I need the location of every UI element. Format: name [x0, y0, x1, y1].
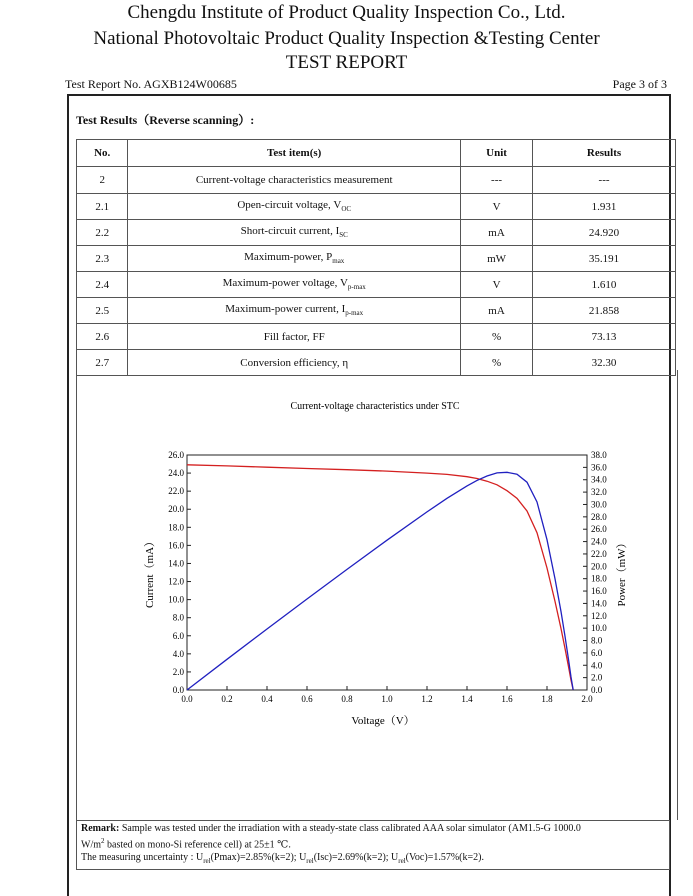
cell-result-text: 24.920: [588, 226, 620, 239]
x-tick-label: 1.2: [421, 694, 433, 704]
remark-box: [76, 820, 670, 870]
remark-line-1: [81, 822, 669, 835]
cell-no-text: 2.5: [95, 304, 110, 317]
y2-axis-label: Power（mW）: [616, 537, 628, 607]
cell-item-text: Open-circuit voltage, V: [237, 199, 342, 212]
y-tick-label: 20.0: [168, 504, 184, 515]
cell-result-text: 1.931: [591, 200, 617, 213]
x-tick-label: 1.8: [541, 694, 553, 704]
x-tick-label: 1.4: [461, 694, 473, 704]
y-tick-label: 12.0: [168, 576, 184, 587]
x-tick-label: 0.6: [301, 694, 313, 704]
unc-prefix: The measuring uncertainty : U: [81, 852, 204, 864]
cell-no: [77, 167, 128, 194]
chart-area: [76, 370, 678, 820]
col-header-no: No.: [77, 140, 128, 167]
unc-isc: (Isc)=2.69%(k=2); U: [313, 852, 399, 864]
cell-result-text: 73.13: [591, 330, 617, 343]
cell-result: [533, 298, 676, 324]
table-row: [77, 246, 676, 272]
x-tick-label: 1.0: [381, 694, 393, 704]
table-header-row: [77, 140, 676, 167]
y2-tick-label: 2.0: [591, 672, 603, 683]
cell-item: [128, 272, 461, 298]
y-tick-label: 18.0: [168, 522, 184, 533]
cell-result: [533, 194, 676, 220]
cell-unit: [461, 272, 533, 298]
y2-tick-label: 6.0: [591, 647, 603, 658]
y-tick-label: 8.0: [172, 612, 184, 623]
y-tick-label: 4.0: [172, 648, 184, 659]
y2-tick-label: 34.0: [591, 474, 607, 485]
y-tick-label: 14.0: [168, 558, 184, 569]
cell-unit-text: %: [491, 356, 502, 369]
cell-unit: [461, 246, 533, 272]
cell-result-text: 35.191: [588, 252, 620, 265]
cell-unit-text: V: [492, 200, 501, 213]
x-tick-label: 0.2: [221, 694, 233, 704]
cell-item-text: Maximum-power voltage, V: [222, 277, 348, 290]
y2-tick-label: 32.0: [591, 487, 607, 498]
cell-item: [128, 246, 461, 272]
y2-tick-label: 22.0: [591, 548, 607, 559]
y2-tick-label: 14.0: [591, 598, 607, 609]
cell-item: [128, 298, 461, 324]
cell-item-text: Current-voltage characteristics measurement: [195, 174, 393, 186]
table-row: [77, 272, 676, 298]
cell-no-text: 2: [99, 174, 105, 186]
x-tick-label: 0.8: [341, 694, 353, 704]
cell-result: [533, 220, 676, 246]
cell-item-text: Conversion efficiency, η: [240, 356, 349, 369]
item-subscript: OC: [341, 205, 352, 214]
y-tick-label: 10.0: [168, 594, 184, 605]
cell-unit: [461, 167, 533, 194]
y-tick-label: 0.0: [172, 685, 184, 695]
cell-result: [533, 272, 676, 298]
current-curve: [187, 465, 573, 690]
cell-unit-text: mA: [488, 226, 505, 239]
cell-item: [128, 194, 461, 220]
y-tick-label: 2.0: [172, 666, 184, 677]
report-number: Test Report No. AGXB124W00685: [65, 77, 237, 91]
table-row: [77, 324, 676, 350]
y2-tick-label: 28.0: [591, 511, 607, 522]
y-tick-label: 16.0: [168, 540, 184, 551]
unc-voc: (Voc)=1.57%(k=2).: [405, 852, 484, 864]
y-tick-label: 24.0: [168, 468, 184, 479]
x-axis-label: Voltage（V）: [351, 715, 415, 727]
cell-unit-text: mW: [487, 252, 507, 265]
table-row: [77, 220, 676, 246]
cell-unit-text: %: [491, 330, 502, 343]
cell-no-text: 2.2: [95, 226, 110, 239]
cell-no-text: 2.1: [95, 200, 110, 213]
y-tick-label: 6.0: [172, 630, 184, 641]
table-row: [77, 298, 676, 324]
y2-tick-label: 18.0: [591, 573, 607, 584]
cell-item-text: Maximum-power current, I: [225, 303, 346, 316]
cell-item: [128, 220, 461, 246]
cell-no-text: 2.7: [95, 356, 110, 369]
cell-no-text: 2.4: [95, 278, 110, 291]
report-title: TEST REPORT: [285, 52, 408, 73]
y2-tick-label: 12.0: [591, 610, 607, 621]
remark-text-1: Sample was tested under the irradiation with a steady-state class calibrated AAA solar simulator (AM1.5-G 1000.0: [119, 823, 581, 834]
cell-no: [77, 272, 128, 298]
cell-result-text: 21.858: [588, 304, 620, 317]
cell-unit-text: V: [492, 278, 501, 291]
cell-item: [128, 324, 461, 350]
plot-frame: [187, 455, 587, 690]
results-table: [76, 139, 676, 376]
center-name: National Photovoltaic Product Quality Inspection &Testing Center: [93, 28, 600, 49]
y2-tick-label: 0.0: [591, 685, 603, 695]
y2-tick-label: 4.0: [591, 660, 603, 671]
y2-tick-label: 16.0: [591, 586, 607, 597]
remark-label: Remark:: [81, 823, 120, 834]
unc-sub-3: rel: [398, 857, 406, 866]
power-curve: [187, 472, 573, 690]
cell-unit: [461, 324, 533, 350]
cell-result: [533, 167, 676, 194]
cell-unit: [461, 220, 533, 246]
y2-tick-label: 38.0: [591, 450, 607, 460]
cell-no-text: 2.3: [95, 252, 110, 265]
cell-no: [77, 194, 128, 220]
iv-chart: [77, 370, 675, 820]
cell-unit: [461, 298, 533, 324]
table-row: [77, 167, 676, 194]
y2-tick-label: 26.0: [591, 524, 607, 535]
item-subscript: max: [332, 257, 345, 266]
y2-tick-label: 8.0: [591, 635, 603, 646]
item-subscript: p-max: [347, 283, 366, 292]
col-header-unit: Unit: [461, 140, 533, 167]
y2-tick-label: 30.0: [591, 499, 607, 510]
remark-line-2: [81, 835, 669, 851]
remark-line-3: [81, 851, 669, 868]
cell-result-text: 32.30: [591, 356, 617, 369]
cell-no: [77, 220, 128, 246]
cell-no: [77, 324, 128, 350]
remark-unit-sup: 2: [101, 837, 105, 845]
table-row: [77, 194, 676, 220]
unc-sub-1: rel: [203, 857, 211, 866]
cell-no: [77, 298, 128, 324]
col-header-results: Results: [533, 140, 676, 167]
y2-tick-label: 10.0: [591, 623, 607, 634]
y-tick-label: 22.0: [168, 486, 184, 497]
item-subscript: p-max: [345, 309, 364, 318]
cell-item-text: Maximum-power, P: [244, 251, 333, 264]
item-subscript: SC: [339, 231, 348, 240]
page-number: Page 3 of 3: [612, 77, 667, 91]
x-tick-label: 1.6: [501, 694, 513, 704]
x-tick-label: 0.0: [181, 694, 193, 704]
cell-no-text: 2.6: [95, 330, 110, 343]
cell-item-text: Short-circuit current, I: [240, 225, 340, 238]
x-tick-label: 0.4: [261, 694, 273, 704]
cell-result: [533, 246, 676, 272]
col-header-item: Test item(s): [128, 140, 461, 167]
y2-tick-label: 20.0: [591, 561, 607, 572]
cell-item-text: Fill factor, FF: [263, 330, 325, 343]
table-body: [77, 167, 676, 376]
institute-name: Chengdu Institute of Product Quality Inspection Co., Ltd.: [127, 2, 566, 23]
cell-unit-text: ---: [491, 174, 503, 186]
unc-sub-2: rel: [306, 857, 314, 866]
y2-tick-label: 36.0: [591, 462, 607, 473]
cell-unit: [461, 194, 533, 220]
y-axis-label: Current（mA）: [144, 535, 156, 609]
unc-pmax: (Pmax)=2.85%(k=2); U: [210, 852, 307, 864]
chart-title: Current-voltage characteristics under STC: [290, 401, 460, 412]
remark-unit: W/m: [81, 839, 101, 851]
x-tick-label: 2.0: [581, 694, 593, 704]
cell-item: [128, 167, 461, 194]
remark-text-2: basted on mono-Si reference cell) at 25±1 ℃.: [104, 839, 291, 851]
cell-result: [533, 324, 676, 350]
cell-result-text: ---: [598, 174, 610, 186]
y-tick-label: 26.0: [168, 450, 184, 460]
cell-no: [77, 246, 128, 272]
cell-result-text: 1.610: [591, 278, 617, 291]
y2-tick-label: 24.0: [591, 536, 607, 547]
section-title: Test Results（Reverse scanning）:: [76, 113, 255, 127]
cell-unit-text: mA: [488, 304, 505, 317]
